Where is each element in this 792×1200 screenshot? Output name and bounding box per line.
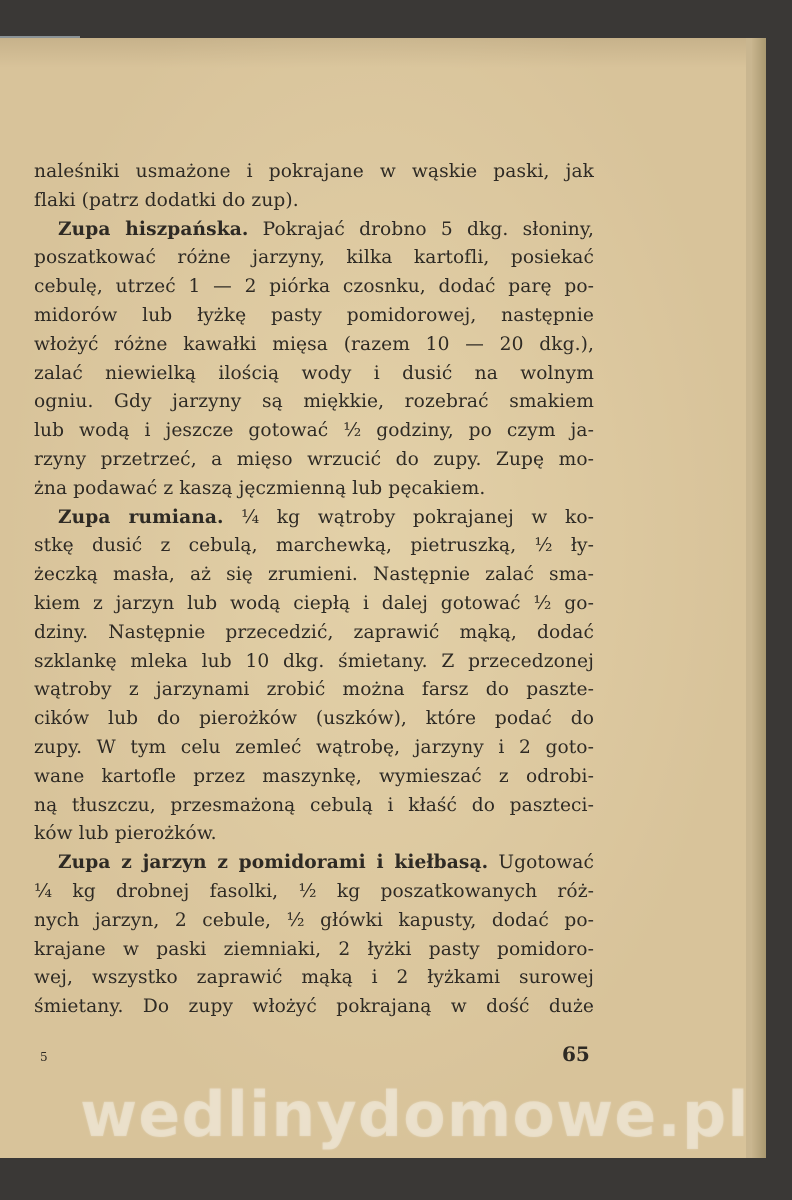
text-fragment: ¼ kg wątroby pokrajanej w ko-	[241, 506, 594, 528]
text-line: żna podawać z kaszą jęczmienną lub pęcakiem.	[34, 477, 486, 499]
page-edge	[752, 38, 766, 1158]
text-line: poszatkować różne jarzyny, kilka kartofli, posiekać	[34, 247, 594, 269]
text-line: naleśniki usmażone i pokrajane w wąskie paski, jak	[34, 161, 594, 182]
signature-mark: 5	[40, 1050, 48, 1064]
text-line: zupy. W tym celu zemleć wątrobę, jarzyny i 2 goto-	[34, 736, 594, 758]
text-line: zalać niewielką ilością wody i dusić na wolnym	[34, 362, 594, 384]
watermark-text: wedlinydomowe.pl	[80, 1078, 750, 1151]
text-line: cebulę, utrzeć 1 — 2 piórka czosnku, dodać parę po-	[34, 276, 594, 298]
text-line: flaki (patrz dodatki do zup).	[34, 189, 299, 211]
recipe-heading: Zupa z jarzyn z pomidorami i kiełbasą.	[58, 852, 489, 874]
text-line: ogniu. Gdy jarzyny są miękkie, rozebrać smakiem	[34, 391, 594, 413]
recipe-paragraph-zupa-rumiana	[34, 504, 594, 533]
text-line: ną tłuszczu, przesmażoną cebulą i kłaść do paszteci-	[34, 794, 594, 816]
text-line: rzyny przetrzeć, a mięso wrzucić do zupy. Zupę mo-	[34, 448, 594, 470]
text-line: midorów lub łyżkę pasty pomidorowej, następnie	[34, 304, 594, 326]
text-line: dziny. Następnie przecedzić, zaprawić mąką, dodać	[34, 621, 594, 643]
text-fragment: Ugotować	[498, 852, 595, 874]
text-line: nych jarzyn, 2 cebule, ½ główki kapusty, dodać po-	[34, 909, 594, 931]
recipe-heading: Zupa rumiana.	[58, 506, 224, 528]
text-line: wane kartofle przez maszynkę, wymieszać z odrobi-	[34, 765, 594, 787]
text-fragment: Pokrajać drobno 5 dkg. słoniny,	[262, 218, 594, 240]
recipe-paragraph-zupa-hiszpanska	[34, 216, 594, 245]
recipe-heading: Zupa hiszpańska.	[58, 218, 249, 240]
text-line: wej, wszystko zaprawić mąką i 2 łyżkami surowej	[34, 967, 594, 989]
text-line: lub wodą i jeszcze gotować ½ godziny, po czym ja-	[34, 420, 594, 442]
text-line: kiem z jarzyn lub wodą ciepłą i dalej gotować ½ go-	[34, 592, 594, 614]
recipe-paragraph-zupa-z-jarzyn	[34, 849, 594, 878]
text-line: śmietany. Do zupy włożyć pokrajaną w dość duże	[34, 996, 594, 1018]
text-line: włożyć różne kawałki mięsa (razem 10 — 20 dkg.),	[34, 333, 594, 355]
text-line: szklankę mleka lub 10 dkg. śmietany. Z przecedzonej	[34, 650, 594, 672]
text-line: wątroby z jarzynami zrobić można farsz do paszte-	[34, 679, 594, 701]
body-text	[34, 158, 594, 1022]
page-number: 65	[562, 1042, 590, 1066]
text-line: ków lub pierożków.	[34, 823, 217, 845]
text-line: ¼ kg drobnej fasolki, ½ kg poszatkowanych róż-	[34, 880, 594, 902]
text-line: żeczką masła, aż się zrumieni. Następnie zalać sma-	[34, 564, 594, 586]
text-line: cików lub do pierożków (uszków), które podać do	[34, 708, 594, 730]
text-line: krajane w paski ziemniaki, 2 łyżki pasty pomidoro-	[34, 938, 594, 960]
text-line: stkę dusić z cebulą, marchewką, pietruszką, ½ ły-	[34, 535, 594, 557]
